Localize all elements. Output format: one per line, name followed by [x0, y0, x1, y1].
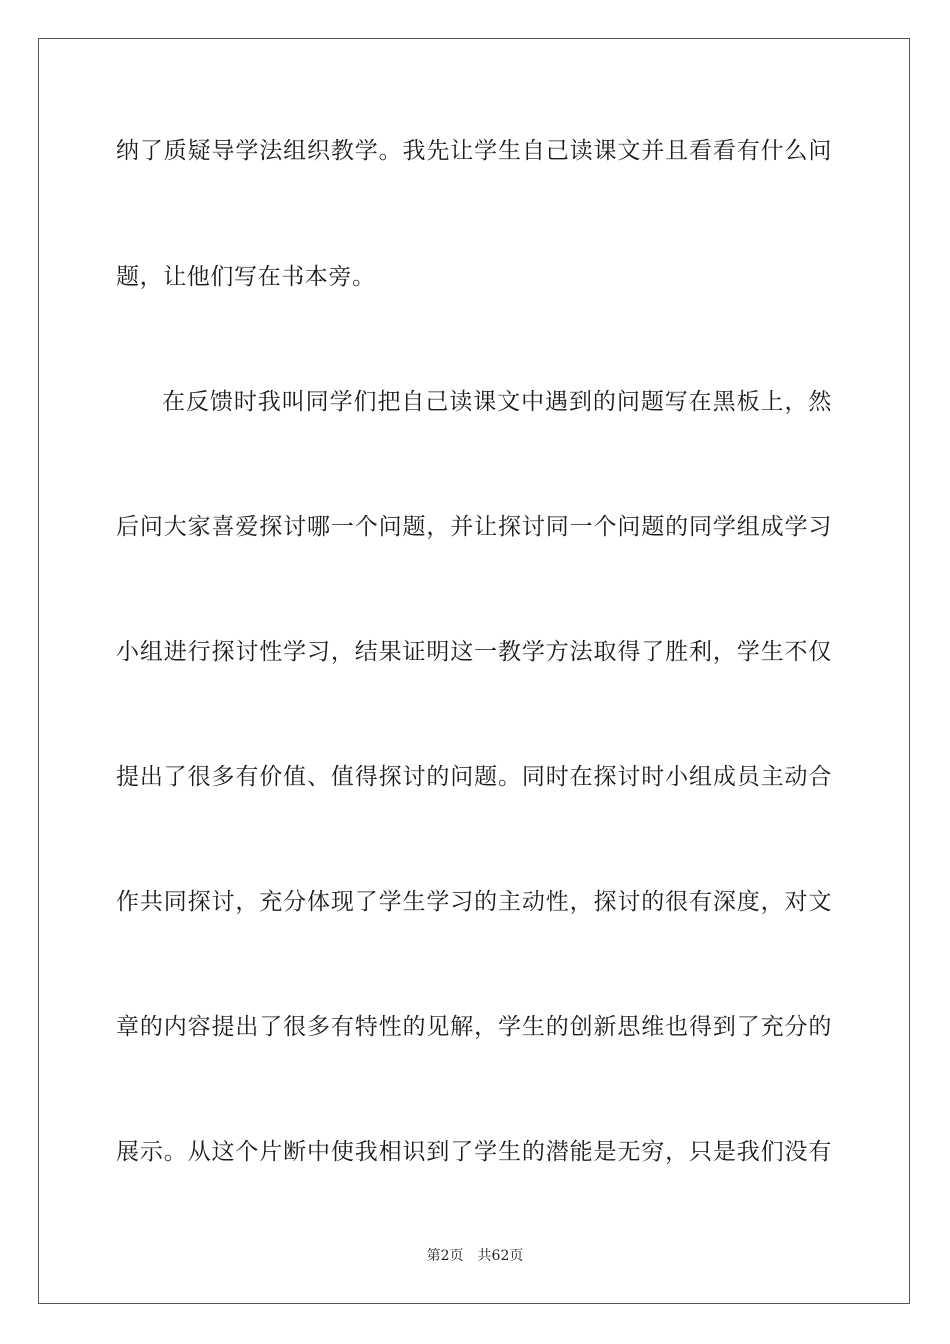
body-line-1: 纳了质疑导学法组织教学。我先让学生自己读课文并且看看有什么问: [116, 138, 832, 164]
page-total: 共62页: [477, 1248, 524, 1264]
page-number: 第2页: [426, 1248, 464, 1264]
body-line-5: 小组进行探讨性学习，结果证明这一教学方法取得了胜利，学生不仅: [116, 639, 832, 665]
body-line-4: 后问大家喜爱探讨哪一个问题，并让探讨同一个问题的同学组成学习: [116, 514, 832, 540]
body-line-3: 在反馈时我叫同学们把自己读课文中遇到的问题写在黑板上，然: [162, 389, 832, 415]
body-line-6: 提出了很多有价值、值得探讨的问题。同时在探讨时小组成员主动合: [116, 764, 832, 790]
body-line-2: 题，让他们写在书本旁。: [116, 264, 376, 290]
body-line-9: 展示。从这个片断中使我相识到了学生的潜能是无穷，只是我们没有: [116, 1139, 832, 1165]
page-footer: [0, 1247, 950, 1265]
body-line-8: 章的内容提出了很多有特性的见解，学生的创新思维也得到了充分的: [116, 1014, 832, 1040]
page-border: [38, 38, 910, 1304]
body-line-7: 作共同探讨，充分体现了学生学习的主动性，探讨的很有深度，对文: [116, 889, 832, 915]
